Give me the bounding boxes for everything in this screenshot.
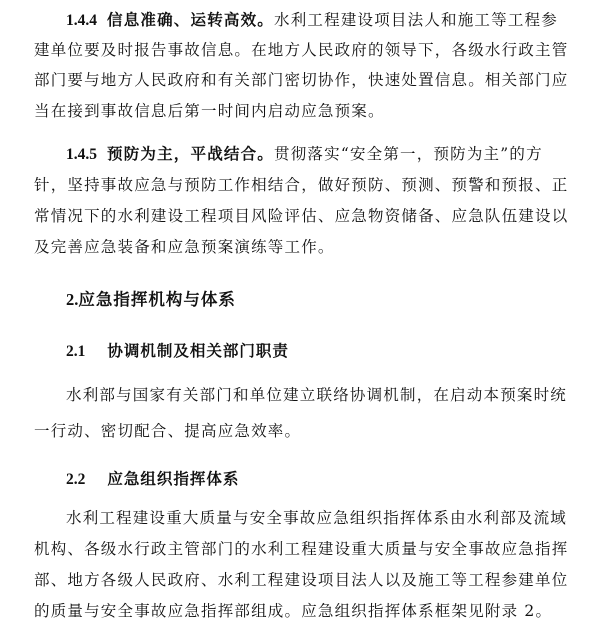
section-2-1-heading [66,341,289,362]
section-title: 信息准确、运转高效。 [107,10,275,29]
section-title: 预防为主，平战结合。 [107,144,275,163]
section-2-2-heading [66,469,239,490]
paragraph-2-2-line-2: 机构、各级水行政主管部门的水利工程建设重大质量与安全事故应急指挥 [34,540,569,558]
section-title: 协调机制及相关部门职责 [107,341,289,360]
section-number: 1.4.5 [66,146,97,163]
paragraph-2-1-line-2: 一行动、密切配合、提高应急效率。 [34,422,302,440]
section-number: 1.4.4 [66,12,97,29]
paragraph-1-4-5-line-4: 及完善应急装备和应急预案演练等工作。 [34,238,335,256]
section-2-heading [66,290,236,310]
paragraph-1-4-4-line-2: 建单位要及时报告事故信息。在地方人民政府的领导下，各级水行政主管 [34,41,569,59]
paragraph-text: 贯彻落实“安全第一，预防为主”的方 [274,145,543,163]
section-title: 应急组织指挥体系 [107,469,240,488]
paragraph-1-4-4-line-4: 当在接到事故信息后第一时间内启动应急预案。 [34,102,385,120]
paragraph-2-1-line-1: 水利部与国家有关部门和单位建立联络协调机制，在启动本预案时统 [66,386,568,404]
paragraph-2-2-line-3: 部、地方各级人民政府、水利工程建设项目法人以及施工等工程参建单位 [34,571,569,589]
paragraph-1-4-4-line-3: 部门要与地方人民政府和有关部门密切协作，快速处置信息。相关部门应 [34,71,569,89]
paragraph-1-4-5-line-3: 常情况下的水利建设工程项目风险评估、应急物资储备、应急队伍建设以 [34,207,569,225]
section-number: 2.1 [66,343,86,360]
paragraph-1-4-4-line-1 [66,10,582,31]
paragraph-text: 水利工程建设项目法人和施工等工程参 [274,11,558,29]
paragraph-2-2-line-4: 的质量与安全事故应急指挥部组成。应急组织指挥体系框架见附录 2。 [34,602,553,620]
section-number: 2.2 [66,471,86,488]
section-title: 应急指挥机构与体系 [78,290,236,309]
section-number: 2. [66,290,79,309]
paragraph-1-4-5-line-2: 针，坚持事故应急与预防工作相结合，做好预防、预测、预警和预报、正 [34,176,569,194]
paragraph-1-4-5-line-1 [66,144,582,165]
paragraph-2-2-line-1: 水利工程建设重大质量与安全事故应急组织指挥体系由水利部及流域 [66,509,568,527]
